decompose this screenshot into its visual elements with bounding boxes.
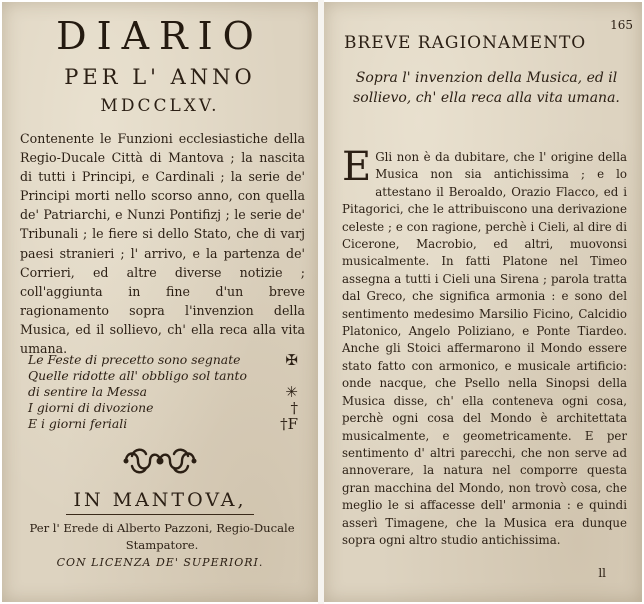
legend-text: Le Feste di precetto sono segnate (28, 352, 241, 367)
legend-text: Quelle ridotte all' obbligo sol tanto (28, 368, 247, 383)
page-number: 165 (610, 18, 633, 32)
imprint-city: IN MANTOVA, (73, 489, 247, 511)
roman-year: MDCCLXV. (100, 96, 220, 116)
section-subtitle: Sopra l' invenzion della Musica, ed il sollievo, ch' ella reca alla vita umana. (353, 70, 620, 106)
symbols-legend (20, 352, 302, 432)
imprint-rule (66, 514, 254, 515)
legend-text: di sentire la Messa (28, 384, 148, 399)
body-paragraph: Gli non è da dubitare, che l' origine della Musica non sia antichissima ; e lo attestano il Beroaldo, Orazio Flacco, ed i Pitagorici, che le attribuiscono una derivazione celeste ; e con ragione, perchè i Cieli, al dire di Cicerone, Macrobio, ed altri, muovonsi musicalmente. In fatti Platone nel Timeo assegna a tutti i Cieli una Sirena ; parola tratta dal Greco, che significa armonia : e sono del sentimento medesimo Marsilio Ficino, Calcidio Platonico, Angelo Poliziano, e Ponte Tiardeo. Anche gli Stoici affermarono il Mondo essere stato fatto con armonico, e musicale artificio: onde nacque, che Psello nella Sinopsi della Musica disse, ch' ella conteneva ogni cosa, perchè ogni cosa del Mondo è architettata musicalmente, e geometricamente. E per sentimento d' altri parecchi, che non serve ad annoverare, la natura nel comporre questa gran macchina del Mondo, non trovò cosa, che meglio le si affacesse dell' armonia : e quindi asserì Timagene, che la Musica era dunque sopra ogni altro studio antichissima. (342, 150, 627, 547)
year-line: PER L' ANNO (64, 65, 256, 89)
drop-cap: E (342, 144, 372, 190)
printer-ornament-icon (120, 444, 200, 478)
dagger-f-icon: †F (280, 415, 298, 433)
imprint-license: CON LICENZA DE' SUPERIORI. (56, 556, 264, 569)
legend-text: E i giorni feriali (28, 416, 128, 431)
imprint-printer: Per l' Erede di Alberto Pazzoni, Regio-Ducale Stampatore. (29, 521, 295, 552)
legend-row (20, 416, 302, 432)
contents-description: Contenente le Funzioni ecclesiastiche della Regio-Ducale Città di Mantova ; la nascita di tutti i Principi, e Cardinali ; la serie de' Principi morti nello scorso anno, con quella de' Patriarchi, e Nunzi Pontifizj ; le serie de' Tribunali ; le fiere si dello Stato, che di varj paesi stranieri ; l' arrivo, e la partenza de' Corrieri, ed altre diverse notizie ; coll'aggiunta in fine d'un breve ragionamento sopra l'invenzion della Musica, ed il sollievo, ch' ella reca alla vita umana. (20, 131, 305, 357)
maltese-cross-icon: ✠ (285, 351, 298, 369)
signature-mark: ll (598, 566, 606, 580)
legend-row (20, 400, 302, 416)
book-title: DIARIO (56, 14, 264, 58)
asterisk-icon: ✳ (285, 383, 298, 401)
legend-row (20, 368, 302, 384)
text-page (324, 2, 642, 602)
dagger-icon: † (290, 399, 298, 417)
legend-row (20, 384, 302, 400)
section-heading: BREVE RAGIONAMENTO (344, 33, 587, 53)
title-page (2, 2, 318, 602)
legend-text: I giorni di divozione (28, 400, 154, 415)
legend-row (20, 352, 302, 368)
body-text (342, 144, 627, 549)
